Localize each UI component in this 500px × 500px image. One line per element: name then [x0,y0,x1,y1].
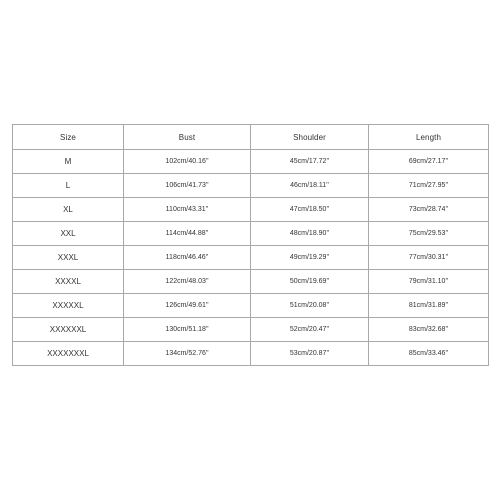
table-body [13,150,489,366]
shoulder-cell: 52cm/20.47'' [251,318,369,342]
length-cell: 83cm/32.68'' [369,318,489,342]
length-cell: 69cm/27.17'' [369,150,489,174]
table-row [13,294,489,318]
length-cell: 71cm/27.95'' [369,174,489,198]
size-cell: XL [13,198,124,222]
shoulder-cell: 48cm/18.90'' [251,222,369,246]
size-cell: XXXXXXL [13,318,124,342]
table-row [13,246,489,270]
size-chart-table [12,124,489,366]
table-row [13,318,489,342]
shoulder-cell: 50cm/19.69'' [251,270,369,294]
shoulder-cell: 45cm/17.72'' [251,150,369,174]
table-row [13,174,489,198]
table-row [13,150,489,174]
bust-cell: 130cm/51.18'' [124,318,251,342]
bust-cell: 126cm/49.61'' [124,294,251,318]
size-cell: XXXXL [13,270,124,294]
table-row [13,198,489,222]
length-cell: 85cm/33.46'' [369,342,489,366]
bust-cell: 114cm/44.88'' [124,222,251,246]
header-shoulder: Shoulder [251,125,369,150]
length-cell: 73cm/28.74'' [369,198,489,222]
shoulder-cell: 47cm/18.50'' [251,198,369,222]
shoulder-cell: 49cm/19.29'' [251,246,369,270]
bust-cell: 106cm/41.73'' [124,174,251,198]
bust-cell: 110cm/43.31'' [124,198,251,222]
size-cell: L [13,174,124,198]
size-cell: M [13,150,124,174]
table-row [13,222,489,246]
bust-cell: 134cm/52.76'' [124,342,251,366]
bust-cell: 118cm/46.46'' [124,246,251,270]
bust-cell: 102cm/40.16'' [124,150,251,174]
table-row [13,270,489,294]
shoulder-cell: 51cm/20.08'' [251,294,369,318]
length-cell: 81cm/31.89'' [369,294,489,318]
size-cell: XXXXXXXL [13,342,124,366]
bust-cell: 122cm/48.03'' [124,270,251,294]
header-length: Length [369,125,489,150]
length-cell: 77cm/30.31'' [369,246,489,270]
header-size: Size [13,125,124,150]
size-cell: XXXL [13,246,124,270]
length-cell: 79cm/31.10'' [369,270,489,294]
shoulder-cell: 53cm/20.87'' [251,342,369,366]
shoulder-cell: 46cm/18.11'' [251,174,369,198]
table-header-row [13,125,489,150]
table-row [13,342,489,366]
length-cell: 75cm/29.53'' [369,222,489,246]
size-cell: XXL [13,222,124,246]
header-bust: Bust [124,125,251,150]
size-cell: XXXXXL [13,294,124,318]
